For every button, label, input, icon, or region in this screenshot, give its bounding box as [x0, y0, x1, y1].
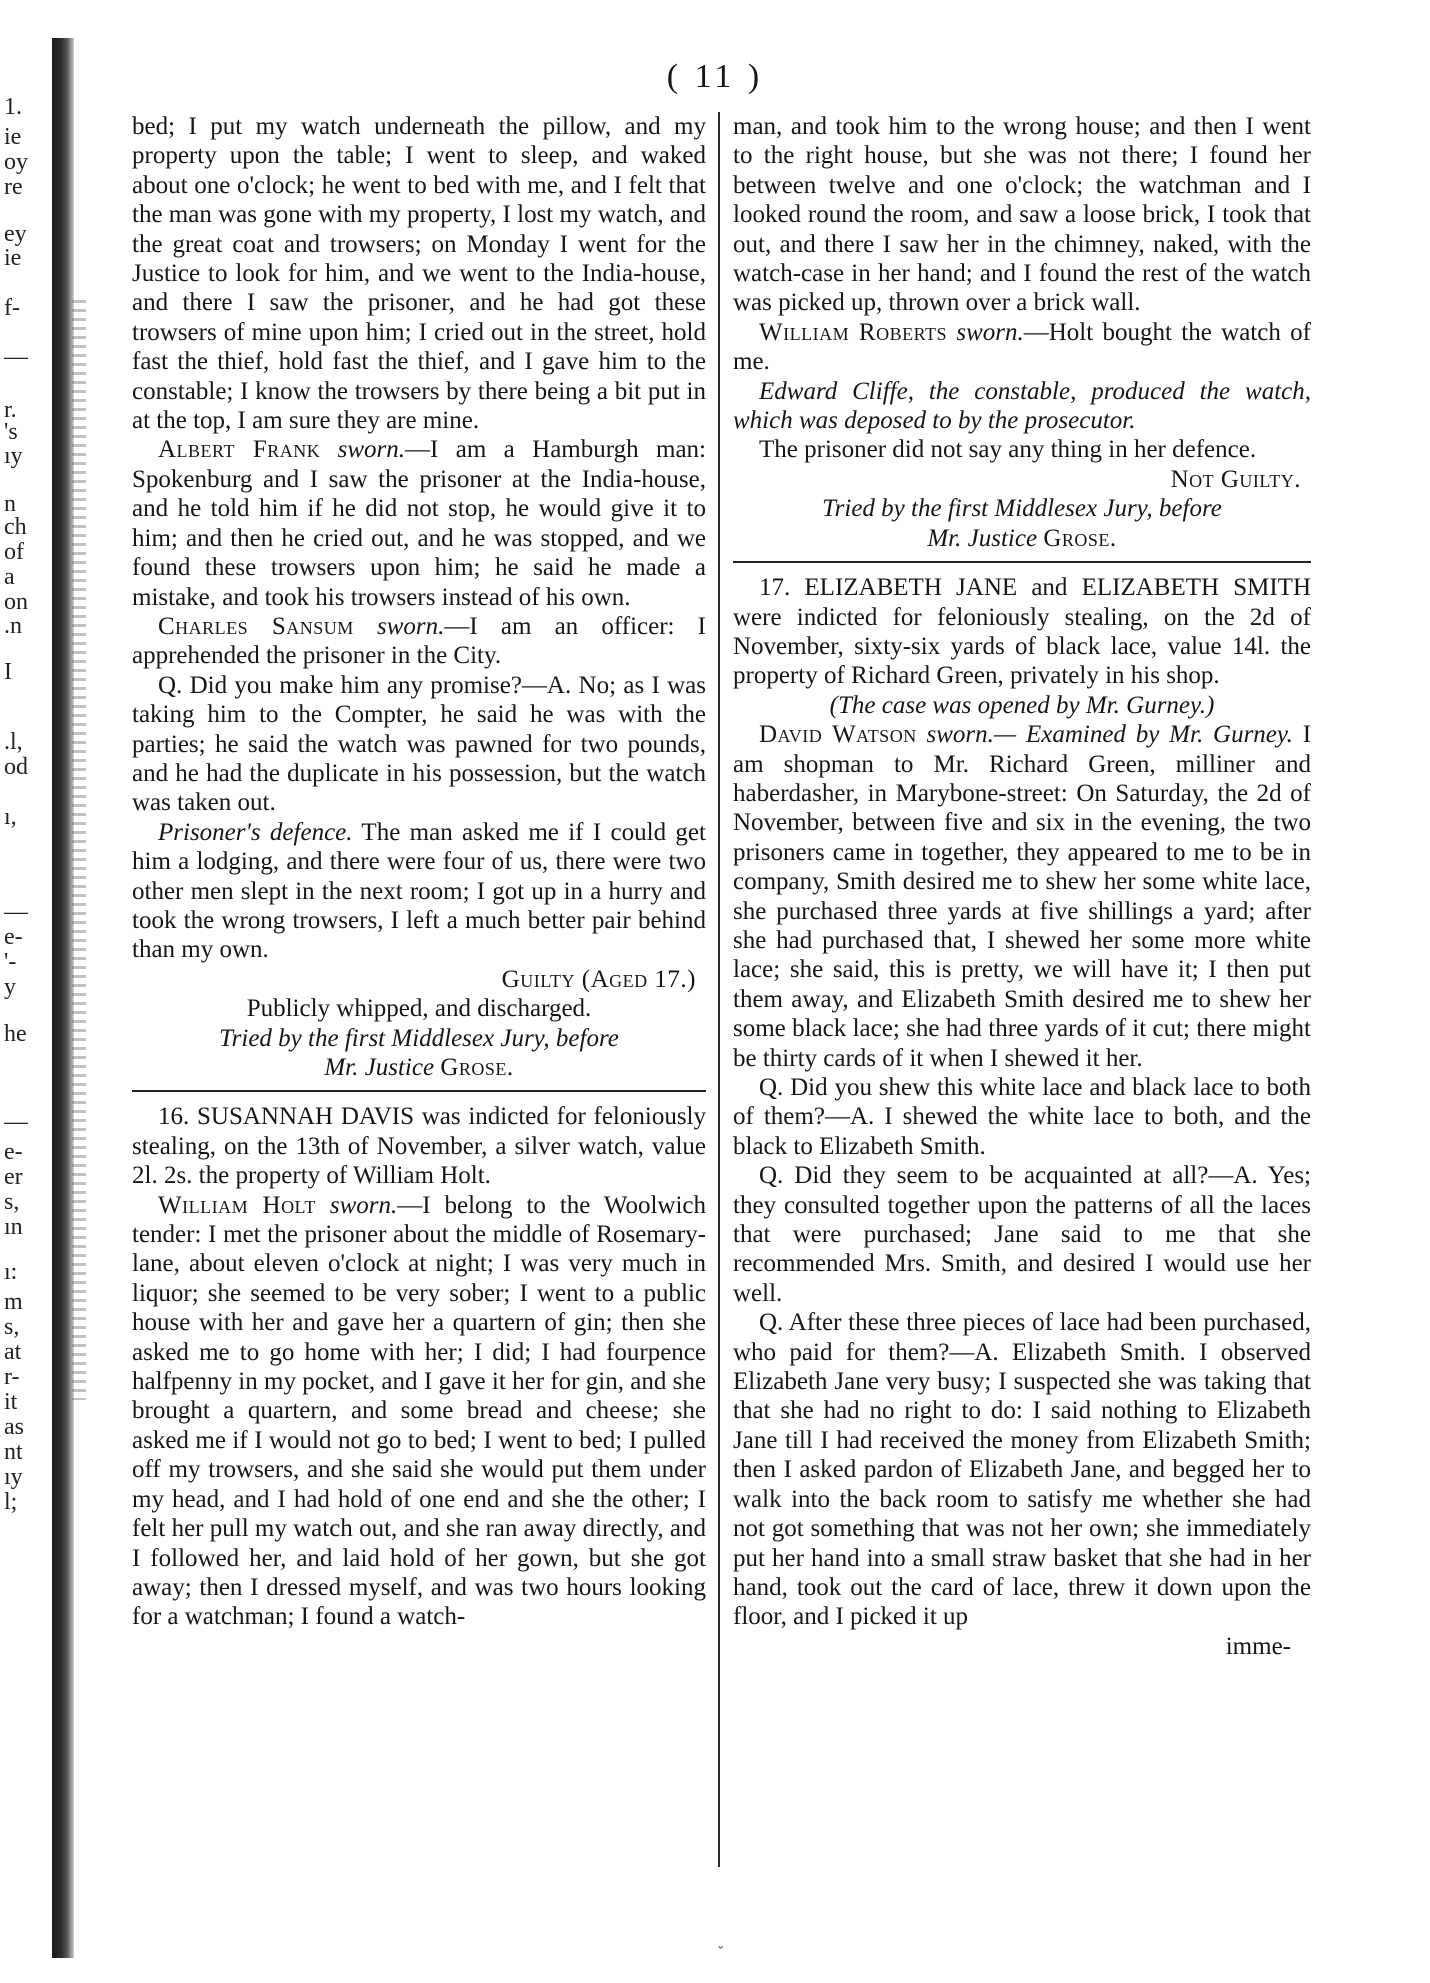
margin-fragment: n: [4, 491, 16, 517]
margin-fragment: ch: [4, 514, 27, 540]
margin-fragment: .l,: [4, 729, 23, 755]
margin-fragment: I: [4, 659, 12, 685]
evidence-note: Edward Cliffe, the constable, produced the watch, which was deposed to by the prosecutor.: [733, 377, 1311, 435]
testimony-text: —I am a Hamburgh man: Spokenburg and I saw the prisoner at the India-house, and he told him if he did not stop, he would give it to him; and then he cried out, and he was stopped, and we found these trowsers upon him; he said he made a mistake, and took his trowsers instead of his own.: [132, 436, 706, 611]
margin-fragment: oy: [4, 149, 28, 175]
margin-fragment: r-: [4, 1364, 20, 1390]
margin-fragment: —: [4, 899, 28, 925]
margin-fragment: er: [4, 1164, 23, 1190]
sworn-label: sworn.: [376, 612, 445, 640]
margin-fragment: nt: [4, 1439, 23, 1465]
margin-fragment: at: [4, 1339, 22, 1365]
margin-fragment: ıy: [4, 1464, 23, 1490]
question-answer: Q. Did you shew this white lace and black lace to both of them?—A. I shewed the white lace to both, and the black to Elizabeth Smith.: [733, 1074, 1311, 1160]
defence-note: The prisoner did not say any thing in her defence.: [759, 436, 1257, 464]
book-spine-shadow: [52, 38, 74, 1958]
margin-fragment: '-: [4, 949, 17, 975]
witness-name: Albert Frank: [158, 436, 321, 464]
testimony-william-holt: [132, 1191, 706, 1632]
sworn-label: sworn.: [926, 721, 994, 749]
sworn-label: sworn.: [337, 436, 406, 464]
witness-name: William Holt: [158, 1191, 316, 1219]
margin-fragment: od: [4, 754, 28, 780]
margin-fragment: s,: [4, 1189, 20, 1215]
margin-fragment: ın: [4, 1214, 23, 1240]
tried-by-judge: Mr. Justice Grose.: [324, 1054, 514, 1081]
witness-name: William Roberts: [759, 318, 948, 346]
testimony-text: —I am an officer: I apprehended the prisoner in the City.: [132, 612, 706, 670]
sworn-label: sworn.: [956, 318, 1024, 346]
left-column: [132, 112, 706, 1632]
margin-fragment: ıy: [4, 443, 23, 469]
prisoner-defence: [132, 818, 706, 965]
verdict: Not Guilty.: [1170, 465, 1301, 493]
section-rule: [132, 1090, 706, 1092]
margin-fragment: l;: [4, 1489, 18, 1515]
margin-fragment: 's: [4, 419, 18, 445]
margin-fragment: it: [4, 1389, 18, 1415]
testimony-charles-sansum: [132, 612, 706, 671]
verdict: Guilty (Aged 17.): [501, 965, 696, 993]
question-answer: Q. Did they seem to be acquainted at all?—A. Yes; they consulted together upon the patterns of all the laces that were purchased; Jane said to me that she recommended Mrs. Smith, and desired I would use her well.: [733, 1162, 1311, 1307]
case-16-heading: 16. SUSANNAH DAVIS was indicted for feloniously stealing, on the 13th of November, a silver watch, value 2l. 2s. the property of William Holt.: [132, 1103, 706, 1190]
testimony-text: —I belong to the Woolwich tender: I met the prisoner about the middle of Rosemary-lane, about eleven o'clock at night; I was very much in liquor; she seemed to be very sober; I went to a public house with her and gave her a quartern of gin; then she asked me to go home with her; I did; I had fourpence halfpenny in my pocket, and I gave it her for gin, and she brought a quartern, and some bread and cheese; she asked me if I would not go to bed; I went to bed; I pulled off my trowsers, and she said she would put them under my head, and I had hold of one end and she the other; I felt her pull my watch out, and she ran away directly, and I followed her, and laid hold of her gown, but she got away; then I dressed myself, and was two hours looking for a watchman; I found a watch-: [132, 1191, 706, 1631]
margin-fragment: e-: [4, 924, 23, 950]
testimony-text: I am shopman to Mr. Richard Green, milliner and haberdasher, in Marybone-street: On Saturday, the 2d of November, between five and six in the evening, the two prisoners came in together, they appeared to me to be in company, Smith desired me to shew her some white lace, she purchased three yards at five shillings a yard; after she had purchased that, I shewed her some more white lace; she said, this is pretty, we will have it; I then put them away, and Elizabeth Smith desired me to shew her some black lace; she had three yards of it cut; there might be thirty cards of it when I shewed it her.: [733, 721, 1312, 1072]
testimony-william-roberts: [733, 318, 1311, 377]
tried-by-judge: Mr. Justice Grose.: [927, 524, 1117, 552]
defence-label: Prisoner's defence.: [158, 818, 353, 846]
tried-by: Tried by the first Middlesex Jury, before: [219, 1024, 619, 1052]
margin-fragment: —: [4, 1109, 28, 1135]
margin-fragment: ı:: [4, 1259, 18, 1285]
testimony-albert-frank: [132, 435, 706, 611]
margin-fragment: y: [4, 974, 16, 1000]
testimony-david-watson: [733, 720, 1311, 1073]
question-answer: Q. After these three pieces of lace had been purchased, who paid for them?—A. Elizabeth Smith. I observed Elizabeth Jane very busy; I suspected she was taking that that she had no right to do: I said nothing to Elizabeth Jane till I had received the money from Elizabeth Smith; then I asked pardon of Elizabeth Jane, and begged her to walk into the back room to satisfy me whether she had not got something that was not her own; she immediately put her hand into a small straw basket that she had in her hand, took out the card of lace, threw it down upon the floor, and I picked it up: [733, 1309, 1311, 1631]
margin-fragment: re: [4, 174, 23, 200]
margin-fragment: on: [4, 589, 28, 615]
margin-fragment: 1.: [4, 94, 22, 120]
paragraph: bed; I put my watch underneath the pillow, and my property upon the table; I went to sleep, and waked about one o'clock; he went to bed with me, and I felt that the man was gone with my property, I lost my watch, and the great coat and trowsers; on Monday I went for the Justice to look for him, and we went to the India-house, and there I saw the prisoner, and he had got these trowsers of mine upon him; I cried out in the street, hold fast the thief, hold fast the thief, and I gave him to the constable; I know the trowsers by there being a bit put in at the top, I am sure they are mine.: [132, 113, 706, 435]
witness-name: David Watson: [759, 721, 917, 749]
defence-text: The man asked me if I could get him a lodging, and there were four of us, there were two other men slept in the next room; I got up in a hurry and took the wrong trowsers, I left a much better pair behind than my own.: [132, 818, 706, 964]
margin-fragment: e-: [4, 1139, 23, 1165]
examined-label: — Examined by Mr. Gurney.: [993, 721, 1293, 749]
margin-fragment: ie: [4, 245, 22, 271]
margin-fragment: .n: [4, 613, 22, 639]
margin-fragment: a: [4, 564, 15, 590]
margin-fragment: s,: [4, 1314, 20, 1340]
margin-fragment: ie: [4, 124, 22, 150]
paragraph: man, and took him to the wrong house; and then I went to the right house, but she was not there; I found her between twelve and one o'clock; the watchman and I looked round the room, and saw a loose brick, I took that out, and there I saw her in the chimney, naked, with the watch-case in her hand; and I found the rest of the watch was picked up, thrown over a brick wall.: [733, 113, 1311, 317]
right-column: [733, 112, 1311, 1661]
case-opened-note: (The case was opened by Mr. Gurney.): [829, 691, 1215, 719]
margin-fragment: ey: [4, 221, 27, 247]
column-divider: [718, 112, 720, 1867]
stray-mark: ˇ: [718, 1944, 724, 1961]
margin-fragment: —: [4, 344, 28, 370]
tried-by: Tried by the first Middlesex Jury, before: [822, 495, 1222, 523]
margin-fragment: as: [4, 1414, 24, 1440]
left-margin-fragments: [0, 0, 50, 1983]
margin-fragment: of: [4, 539, 24, 565]
margin-fragment: m: [4, 1289, 23, 1315]
book-gutter-texture: [72, 300, 86, 1400]
margin-fragment: f-: [4, 295, 20, 321]
sworn-label: sworn.: [329, 1191, 398, 1219]
testimony-text: —Holt bought the watch of me.: [733, 318, 1311, 376]
page-number: ( 11 ): [666, 58, 764, 95]
catchword: imme-: [1225, 1632, 1291, 1660]
witness-name: Charles Sansum: [158, 612, 354, 640]
margin-fragment: he: [4, 1021, 27, 1047]
case-17-heading: 17. ELIZABETH JANE and ELIZABETH SMITH were indicted for feloniously stealing, on the 2d of November, sixty-six yards of black lace, value 14l. the property of Richard Green, privately in his shop.: [733, 574, 1311, 690]
margin-fragment: r.: [4, 397, 17, 423]
sentence: Publicly whipped, and discharged.: [246, 995, 592, 1023]
question-answer: Q. Did you make him any promise?—A. No; as I was taking him to the Compter, he said he was with the parties; he said the watch was pawned for two pounds, and he had the duplicate in his possession, but the watch was taken out.: [132, 671, 706, 817]
section-rule: [733, 561, 1311, 563]
margin-fragment: ı,: [4, 804, 17, 830]
